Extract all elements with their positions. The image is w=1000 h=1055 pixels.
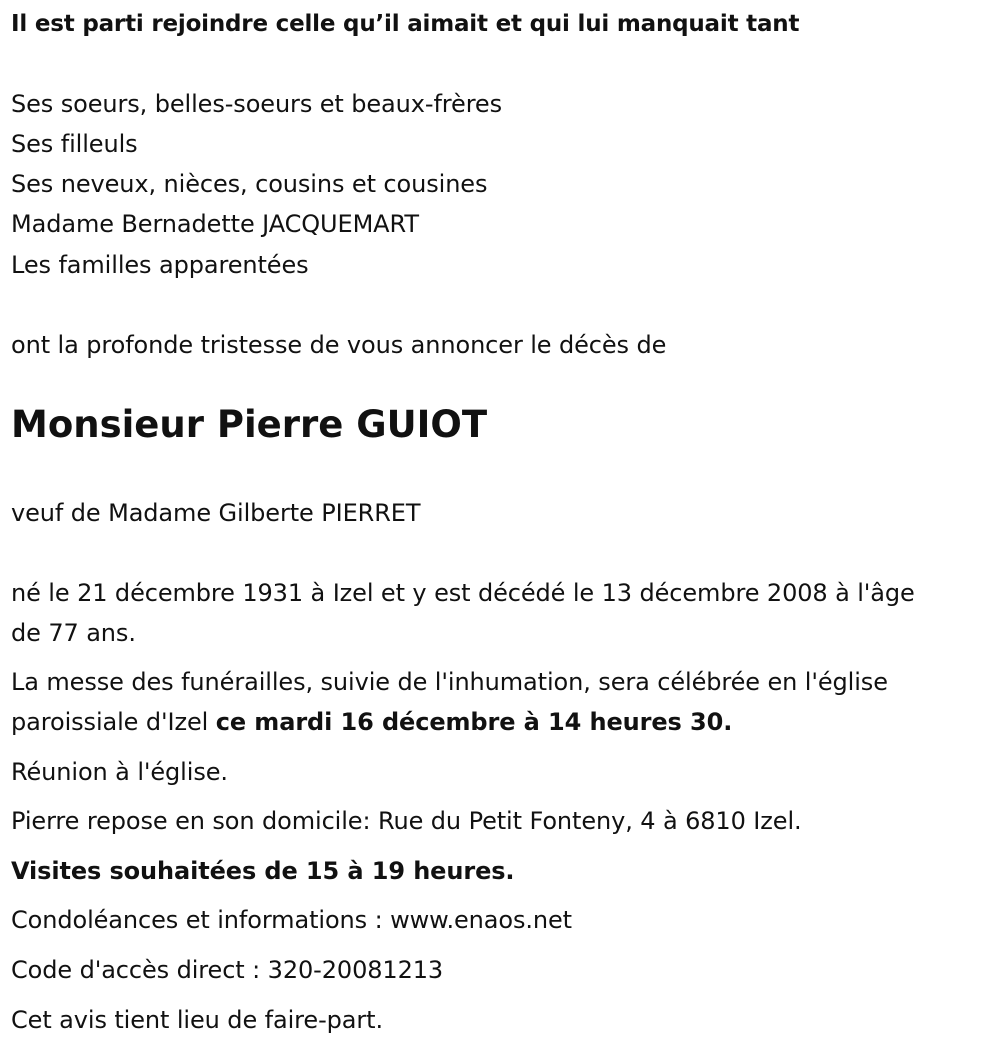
family-line: Les familles apparentées [11,251,309,279]
announcement-text: ont la profonde tristesse de vous annoncer le décès de [11,331,667,359]
birth-death-text-cont: de 77 ans. [11,619,136,647]
access-code-text: Code d'accès direct : 320-20081213 [11,956,444,984]
birth-death-text: né le 21 décembre 1931 à Izel et y est décédé le 13 décembre 2008 à l'âge [11,579,915,607]
meeting-text: Réunion à l'église. [11,758,228,786]
funeral-text: La messe des funérailles, suivie de l'inhumation, sera célébrée en l'église [11,668,888,696]
family-line: Ses soeurs, belles-soeurs et beaux-frères [11,90,503,118]
funeral-text-cont [11,708,732,736]
family-line: Madame Bernadette JACQUEMART [11,210,419,238]
closing-text: Cet avis tient lieu de faire-part. [11,1006,383,1034]
funeral-date-time: ce mardi 16 décembre à 14 heures 30. [215,708,733,736]
widowed-of-text: veuf de Madame Gilberte PIERRET [11,499,421,527]
visits-text: Visites souhaitées de 15 à 19 heures. [11,857,515,885]
rest-place-text: Pierre repose en son domicile: Rue du Petit Fonteny, 4 à 6810 Izel. [11,807,802,835]
deceased-name: Monsieur Pierre GUIOT [11,403,488,446]
funeral-place: paroissiale d'Izel [11,708,216,736]
headline: Il est parti rejoindre celle qu’il aimait et qui lui manquait tant [11,11,800,37]
family-line: Ses filleuls [11,130,138,158]
family-line: Ses neveux, nièces, cousins et cousines [11,170,488,198]
condolences-text: Condoléances et informations : www.enaos.net [11,906,572,934]
